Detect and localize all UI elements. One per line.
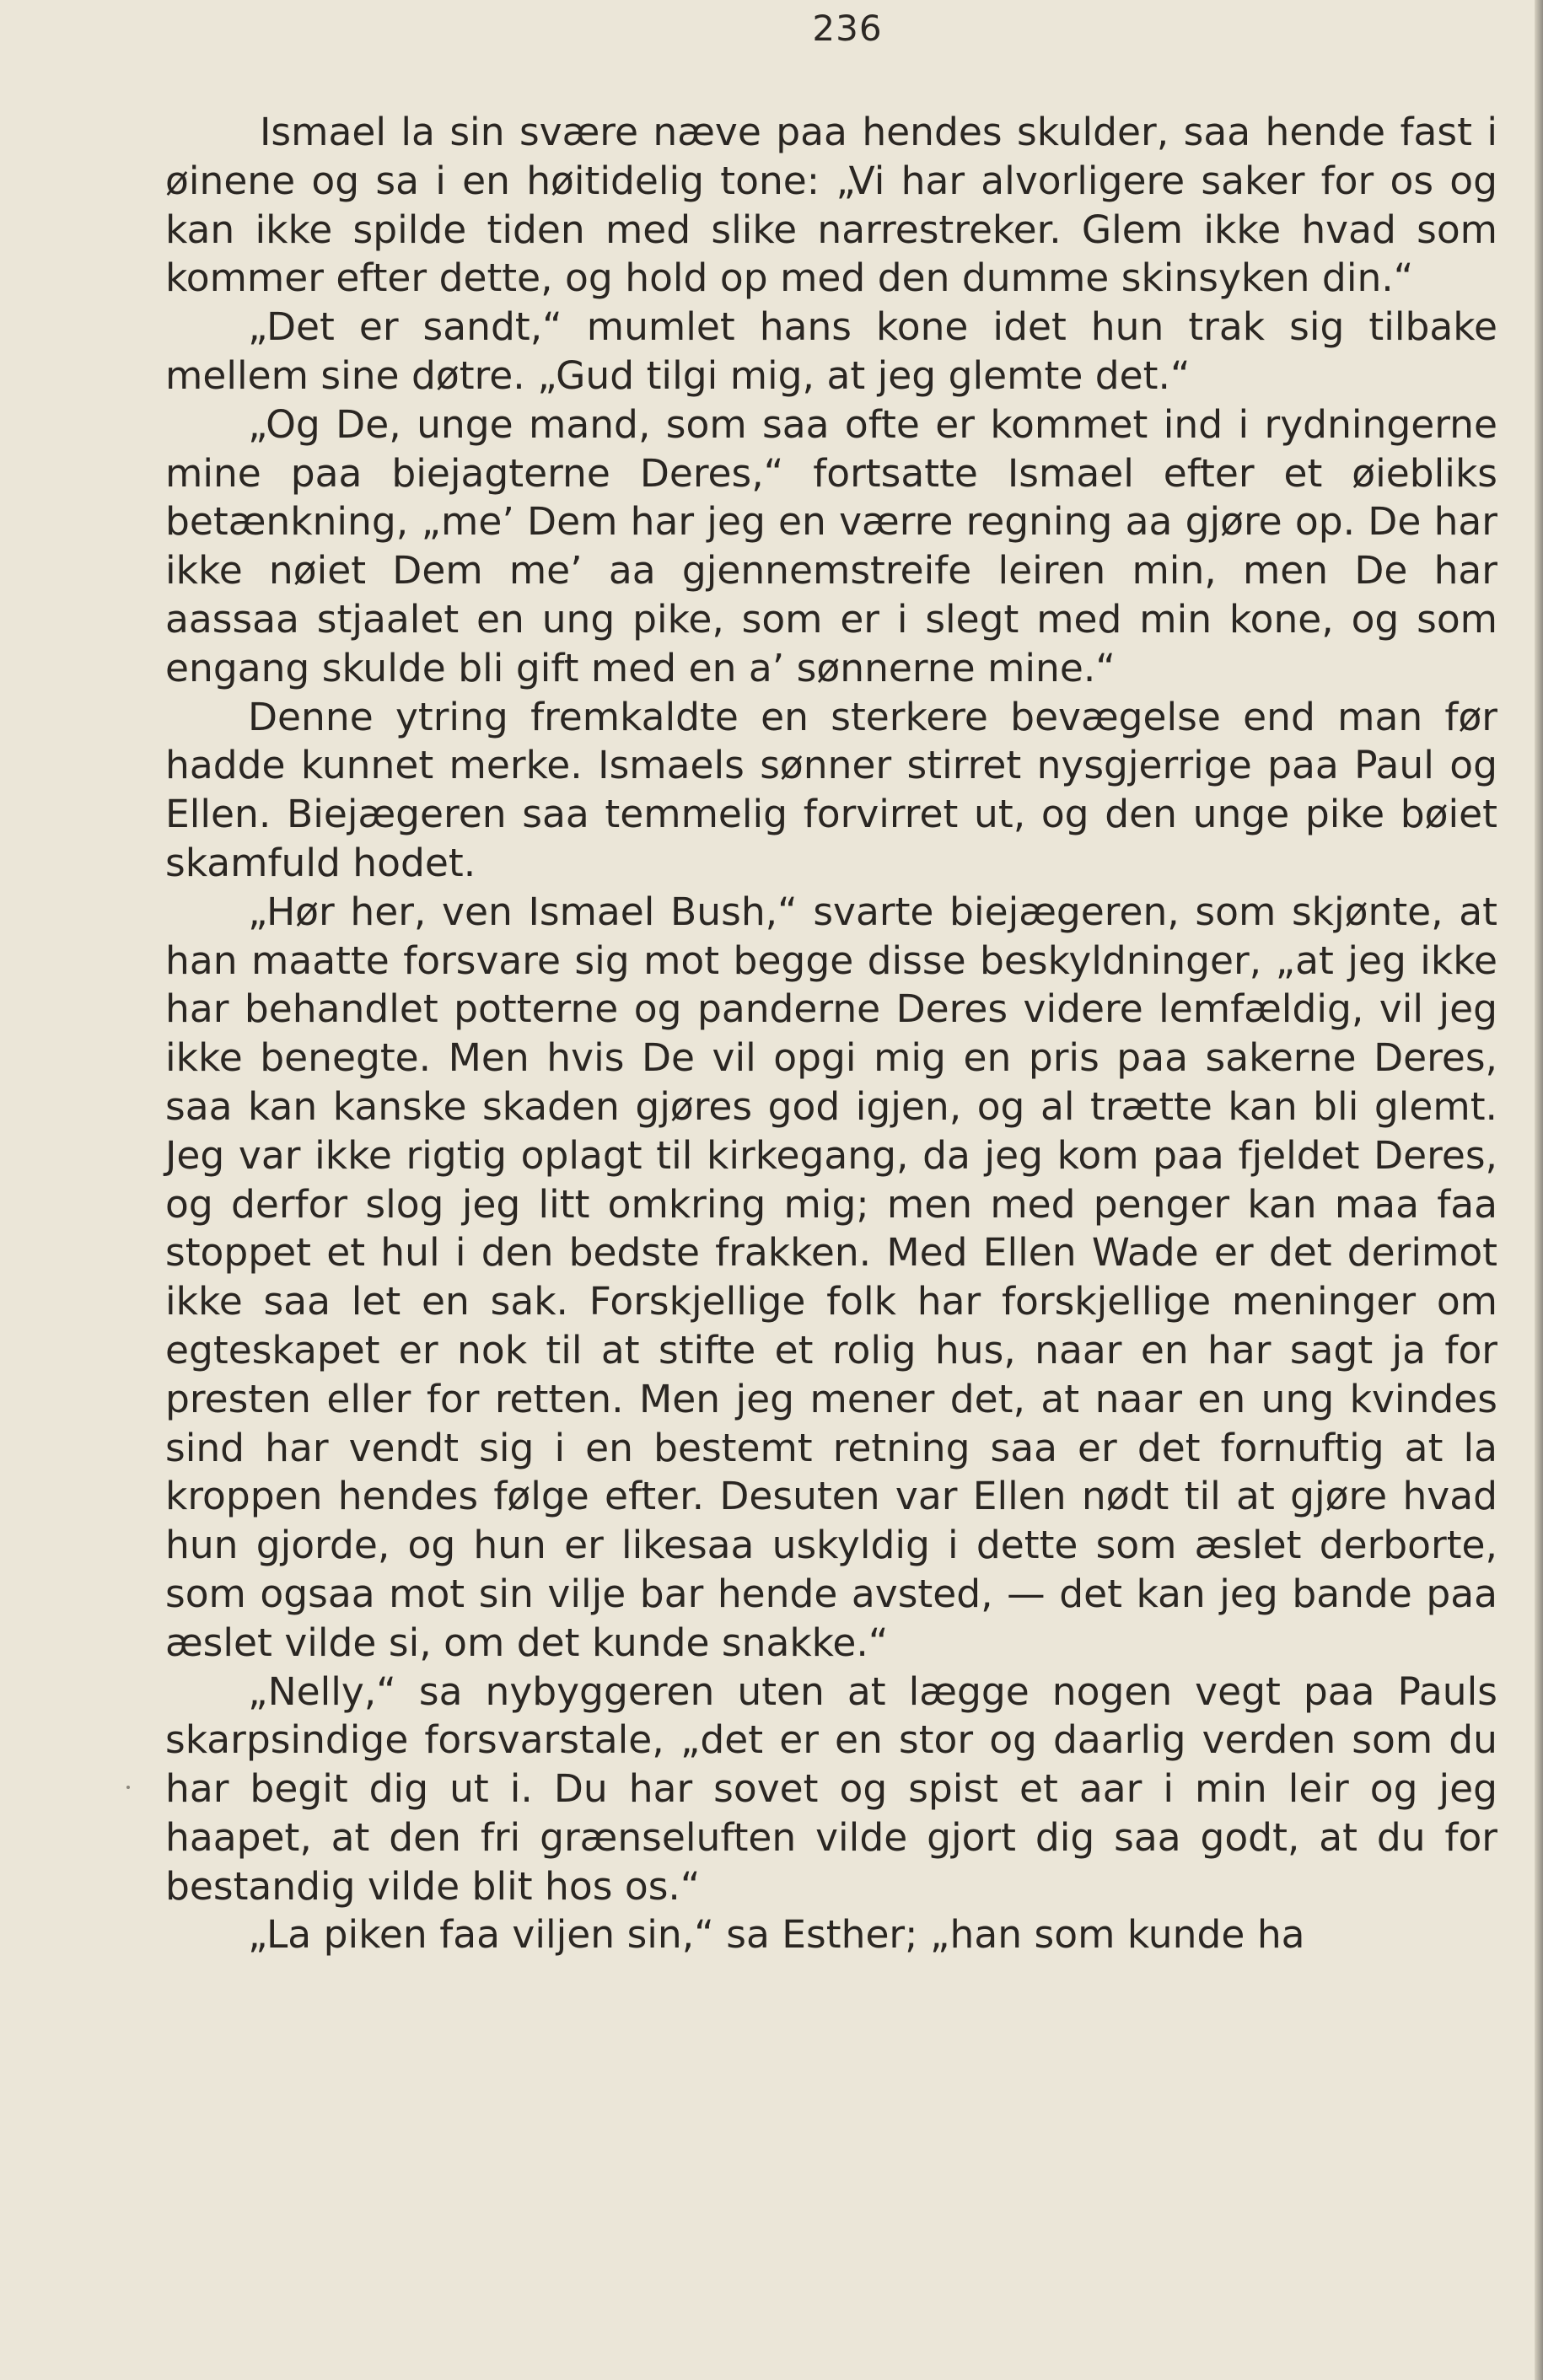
paper-speck [126,1786,130,1789]
paragraph: „Det er sandt,“ mumlet hans kone idet hun trak sig tilbake mellem sine døtre. „Gud tilgi mig, at jeg glemte det.“ [165,304,1497,398]
paragraph: „La piken faa viljen sin,“ sa Esther; „han som kunde ha [248,1912,1305,1958]
paragraph: „Nelly,“ sa nybyggeren uten at lægge nogen vegt paa Pauls skarpsindige forsvarstale, „det er en stor og daarlig verden som du har begit dig ut i. Du har sovet og spist et aar i min leir og jeg haapet, at den fri grænseluften vilde gjort dig saa godt, at du for bestandig vilde blit hos os.“ [165,1668,1497,1909]
paragraph: „Og De, unge mand, som saa ofte er kommet ind i rydningerne mine paa biejagterne Deres,“ fortsatte Ismael efter et øiebliks betænkning, „me’ Dem har jeg en værre regning aa gjøre op. De har ikke nøiet Dem me’ aa gjennemstreife leiren min, men De har aassaa stjaalet en ung pike, som er i slegt med min kone, og som engang skulde bli gift med en a’ sønnerne mine.“ [165,401,1497,690]
body-text [165,108,1497,1959]
page-number: 236 [812,8,883,49]
paragraph: Ismael la sin svære næve paa hendes skulder, saa hende fast i øinene og sa i en høitidelig tone: „Vi har alvorligere saker for os og kan ikke spilde tiden med slike narrestreker. Glem ikke hvad som kommer efter dette, og hold op med den dumme skinsyken din.“ [165,110,1497,301]
paragraph: „Hør her, ven Ismael Bush,“ svarte biejægeren, som skjønte, at han maatte forsvare sig mot begge disse beskyldninger, „at jeg ikke har behandlet potterne og panderne Deres videre lemfældig, vil jeg ikke benegte. Men hvis De vil opgi mig en pris paa sakerne Deres, saa kan kanske skaden gjøres god igjen, og al trætte kan bli glemt. Jeg var ikke rigtig oplagt til kirkegang, da jeg kom paa fjeldet Deres, og derfor slog jeg litt omkring mig; men med penger kan maa faa stoppet et hul i den bedste frakken. Med Ellen Wade er det derimot ikke saa let en sak. Forskjellige folk har forskjellige meninger om egteskapet er nok til at stifte et rolig hus, naar en har sagt ja for presten eller for retten. Men jeg mener det, at naar en ung kvindes sind har vendt sig i en bestemt retning saa er det fornuftig at la kroppen hendes følge efter. Desuten var Ellen nødt til at gjøre hvad hun gjorde, og hun er likesaa uskyldig i dette som æslet derborte, som ogsaa mot sin vilje bar hende avsted, — det kan jeg bande paa æslet vilde si, om det kunde snakke.“ [165,889,1497,1665]
paragraph: Denne ytring fremkaldte en sterkere bevægelse end man før hadde kunnet merke. Ismaels sønner stirret nysgjerrige paa Paul og Ellen. Biejægeren saa temmelig forvirret ut, og den unge pike bøiet skamfuld hodet. [165,694,1497,885]
page-edge-shadow [1535,0,1543,2380]
